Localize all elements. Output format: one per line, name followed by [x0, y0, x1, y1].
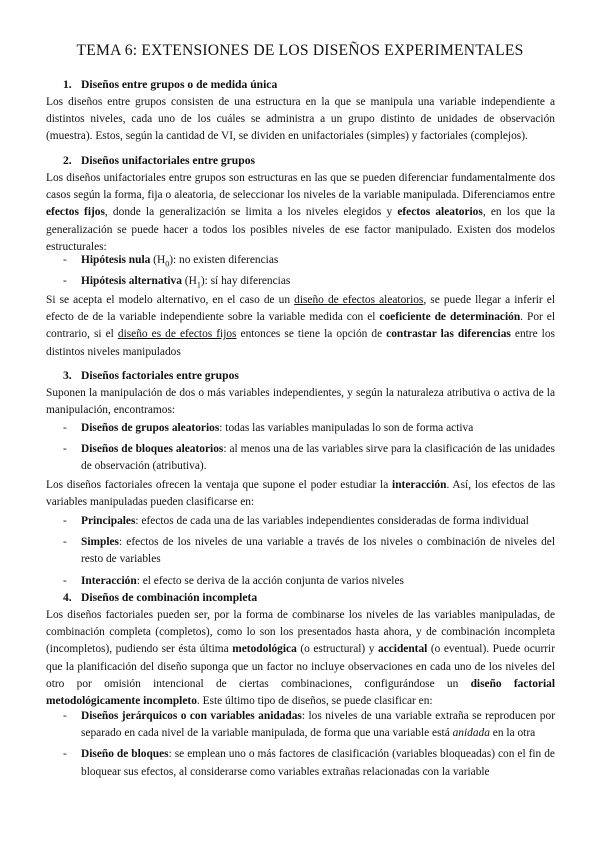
paragraph: Si se acepta el modelo alternativo, en el caso de un diseño de efectos aleatorios, se puede llegar a inferir el efecto de de la variable independiente sobre la variable medida con el coeficiente de determinación. Por el contrario, si el diseño es de efectos fijos entonces se tiene la opción de contrastar las diferencias entre los distintos niveles manipulados — [46, 294, 555, 358]
bold-term: Diseño de bloques — [81, 748, 169, 761]
bold-term: Simples — [81, 536, 119, 549]
bold-term: interacción — [392, 479, 447, 491]
bullet-dash: - — [63, 536, 67, 549]
paragraph: Los diseños factoriales ofrecen la ventaja que supone el poder estudiar la interacción. Así, los efectos de las variables manipuladas pueden clasificarse en: — [46, 479, 556, 509]
section-heading-text: Diseños de combinación incompleta — [81, 591, 258, 604]
list-item: - Diseños de bloques aleatorios: al menos una de las variables sirve para la clasificación de las unidades de observación (atributiva). — [63, 443, 555, 473]
section-heading-2 — [63, 152, 255, 169]
section-heading-4 — [63, 589, 257, 606]
section-number: 3. — [63, 369, 72, 382]
paragraph: Los diseños entre grupos consisten de una estructura en la que se manipula una variable independiente a distintos niveles, cada uno de los cuáles se administra a un grupo distinto de unidades de observación (muestra). Estos, según la cantidad de VI, se dividen en unifactoriales (simples) y factoriales (complejos). — [46, 96, 555, 143]
list-item: - Diseño de bloques: se emplean uno o más factores de clasificación (variables bloqueadas) con el fin de bloquear sus efectos, al considerarse como variables extrañas relacionadas con la variable — [63, 748, 555, 778]
document-title: TEMA 6: EXTENSIONES DE LOS DISEÑOS EXPERIMENTALES — [76, 42, 524, 59]
paragraph: Los diseños factoriales pueden ser, por la forma de combinarse los niveles de las variables manipuladas, de combinación completa (completos), como lo son los presentados hasta ahora, y de combinación incompleta (incompletos), pudiendo ser ésta última metodológica (o estructural) y accidental (o eventual). Puede ocurrir que la planificación del diseño suponga que un factor no incluye observaciones en cada uno de los niveles del otro por omisión intencional de ciertas combinaciones, configurándose un diseño factorial metodológicamente incompleto. Este último tipo de diseños, se puede clasificar en: — [46, 609, 556, 708]
section-heading-3 — [63, 367, 239, 384]
bullet-dash: - — [63, 574, 67, 587]
italic-term: anidada — [452, 727, 490, 740]
bold-term: Interacción — [81, 574, 137, 587]
section-number: 2. — [63, 154, 72, 167]
bold-term: accidental — [377, 643, 428, 656]
list-item: - Diseños jerárquicos o con variables anidadas: los niveles de una variable extraña se reproducen por separado en cada nivel de la variable manipulada, de forma que una variable está anidada en la otra — [63, 710, 555, 740]
section-heading-text: Diseños unifactoriales entre grupos — [81, 154, 256, 167]
section-number: 1. — [63, 78, 72, 91]
section-heading-text: Diseños factoriales entre grupos — [81, 369, 239, 382]
bullet-dash: - — [63, 748, 67, 761]
bold-term: coeficiente de determinación — [379, 311, 521, 324]
section-heading-text: Diseños entre grupos o de medida única — [81, 78, 278, 91]
bullet-dash: - — [63, 443, 67, 456]
underlined-term: diseño de efectos aleatorios — [294, 294, 424, 306]
bold-term: Hipótesis nula — [81, 254, 151, 266]
bold-term: Hipótesis alternativa — [81, 275, 182, 288]
bullet-dash: - — [63, 710, 67, 722]
bullet-dash: - — [63, 275, 67, 288]
paragraph: Los diseños unifactoriales entre grupos son estructuras en las que se pueden diferenciar fundamentalmente dos casos según la forma, fija o aleatoria, de seleccionar los niveles de la variable manipulada. Diferenciamos entre efectos fijos, donde la generalización se limita a los niveles elegidos y efectos aleatorios, en los que la generalización se puede hacer a todos los posibles niveles de ese factor manipulado. Existen dos modelos estructurales: — [46, 172, 556, 253]
list-item: - Interacción: el efecto se deriva de la acción conjunta de varios niveles — [46, 573, 555, 590]
bullet-list — [46, 420, 555, 476]
bold-term: efectos fijos — [46, 206, 105, 219]
bullet-dash: - — [63, 422, 67, 434]
list-item: - Hipótesis nula $(H_0)$: no existen diferencias — [63, 254, 279, 269]
bullet-dash: - — [63, 515, 67, 527]
bold-term: Principales — [81, 515, 136, 527]
bold-term: Diseños jerárquicos o con variables anidadas — [81, 710, 302, 722]
section-number: 4. — [63, 591, 72, 604]
underlined-term: diseño es de efectos fijos — [117, 328, 237, 341]
bold-term: metodológica — [232, 643, 297, 656]
bold-term: contrastar las diferencias — [386, 328, 511, 341]
bold-term: Diseños de bloques aleatorios — [81, 443, 224, 456]
list-item: - Simples: efectos de los niveles de una variable a través de los niveles o combinación de niveles del resto de variables — [63, 536, 555, 566]
bold-term: Diseños de grupos aleatorios — [81, 422, 220, 434]
bold-term: diseño factorial metodológicamente incompleto — [46, 677, 556, 708]
bullet-dash: - — [63, 254, 67, 266]
bold-term: efectos aleatorios — [397, 206, 483, 219]
list-item: - Diseños de grupos aleatorios: todas las variables manipuladas lo son de forma activa — [46, 420, 555, 437]
paragraph: Suponen la manipulación de dos o más variables independientes, y según la naturaleza atributiva o activa de la manipulación, encontramos: — [46, 387, 555, 417]
section-heading-1 — [63, 76, 277, 93]
bullet-list — [46, 513, 555, 590]
bullet-list — [46, 708, 555, 781]
bullet-list — [46, 252, 555, 290]
list-item: - Hipótesis alternativa $(H_1)$: sí hay diferencias — [63, 275, 291, 290]
list-item: - Principales: efectos de cada una de las variables independientes consideradas de forma individual — [46, 513, 555, 530]
